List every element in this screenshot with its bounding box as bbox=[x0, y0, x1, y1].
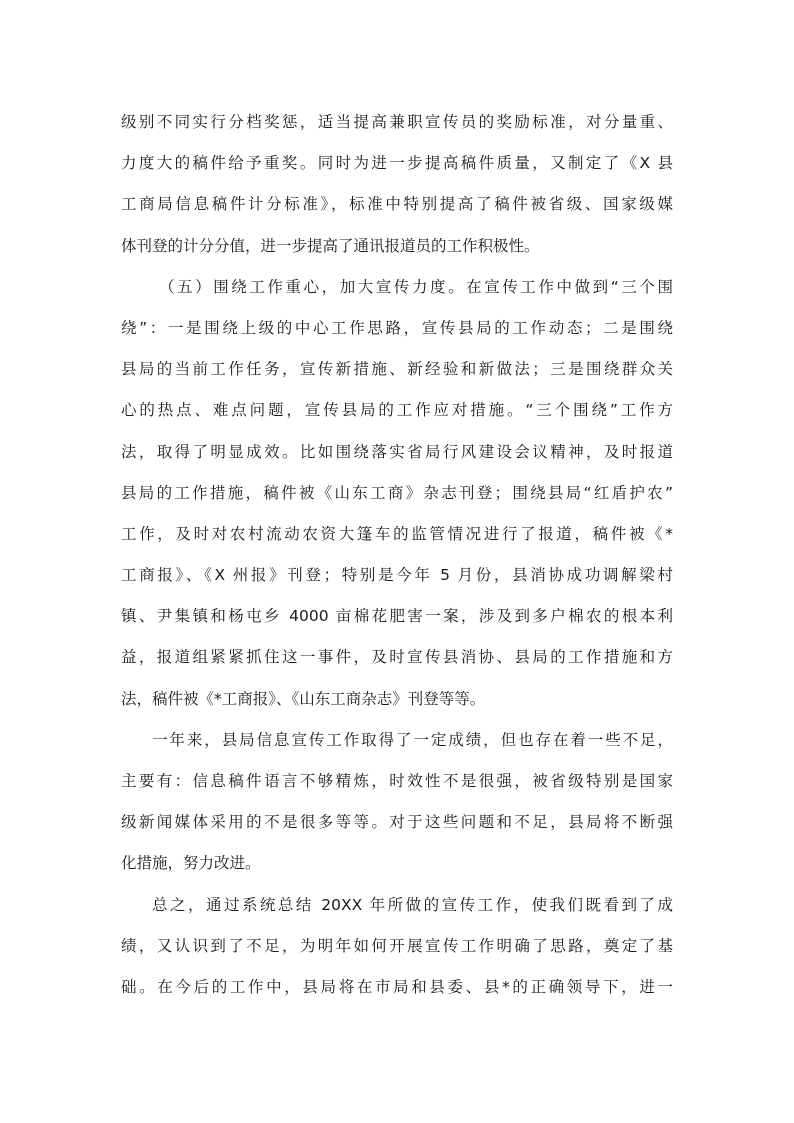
text-line: 化措施，努力改进。 bbox=[121, 854, 261, 873]
text-line: 级别不同实行分档奖惩，适当提高兼职宣传员的奖励标准，对分量重、 bbox=[121, 113, 673, 131]
text-line: 总之，通过系统总结 20XX 年所做的宣传工作，使我们既看到了成 bbox=[152, 895, 673, 914]
text-line: 法，取得了明显成效。比如围绕落实省局行风建设会议精神，及时报道 bbox=[121, 442, 673, 461]
text-line: 心的热点、难点问题，宣传县局的工作应对措施。“三个围绕”工作方 bbox=[121, 401, 673, 420]
text-line: 级新闻媒体采用的不是很多等等。对于这些问题和不足，县局将不断强 bbox=[121, 813, 673, 832]
text-line: 县局的工作措施，稿件被《山东工商》杂志刊登；围绕县局“红盾护农” bbox=[121, 483, 673, 502]
text-line: （五）围绕工作重心，加大宣传力度。在宣传工作中做到“三个围 bbox=[159, 277, 673, 296]
text-line: 一年来，县局信息宣传工作取得了一定成绩，但也存在着一些不足， bbox=[152, 730, 673, 749]
text-line: 镇、尹集镇和杨屯乡 4000 亩棉花肥害一案，涉及到多户棉农的根本利 bbox=[121, 607, 673, 626]
text-line: 主要有：信息稿件语言不够精炼，时效性不是很强，被省级特别是国家 bbox=[121, 772, 673, 790]
text-line: 力度大的稿件给予重奖。同时为进一步提高稿件质量，又制定了《X 县 bbox=[121, 154, 673, 173]
document-body bbox=[121, 102, 673, 1008]
text-line: 础。在今后的工作中，县局将在市局和县委、县*的正确领导下，进一 bbox=[121, 977, 673, 996]
text-line: 法，稿件被《*工商报》、《山东工商杂志》刊登等等。 bbox=[121, 689, 486, 708]
text-line: 工商报》、《X 州报》刊登；特别是今年 5 月份，县消协成功调解梁村 bbox=[121, 566, 673, 585]
text-line: 绕”：一是围绕上级的中心工作思路，宣传县局的工作动态；二是围绕 bbox=[121, 318, 673, 337]
text-line: 益，报道组紧紧抓住这一事件，及时宣传县消协、县局的工作措施和方 bbox=[121, 648, 673, 667]
text-line: 县局的当前工作任务，宣传新措施、新经验和新做法；三是围绕群众关 bbox=[121, 360, 673, 379]
text-line: 体刊登的计分分值，进一步提高了通讯报道员的工作积极性。 bbox=[121, 236, 540, 255]
text-line: 工商局信息稿件计分标准》，标准中特别提高了稿件被省级、国家级媒 bbox=[121, 195, 673, 214]
text-line: 工作，及时对农村流动农资大篷车的监管情况进行了报道，稿件被《* bbox=[121, 524, 673, 543]
text-line: 绩，又认识到了不足，为明年如何开展宣传工作明确了思路，奠定了基 bbox=[121, 936, 673, 955]
